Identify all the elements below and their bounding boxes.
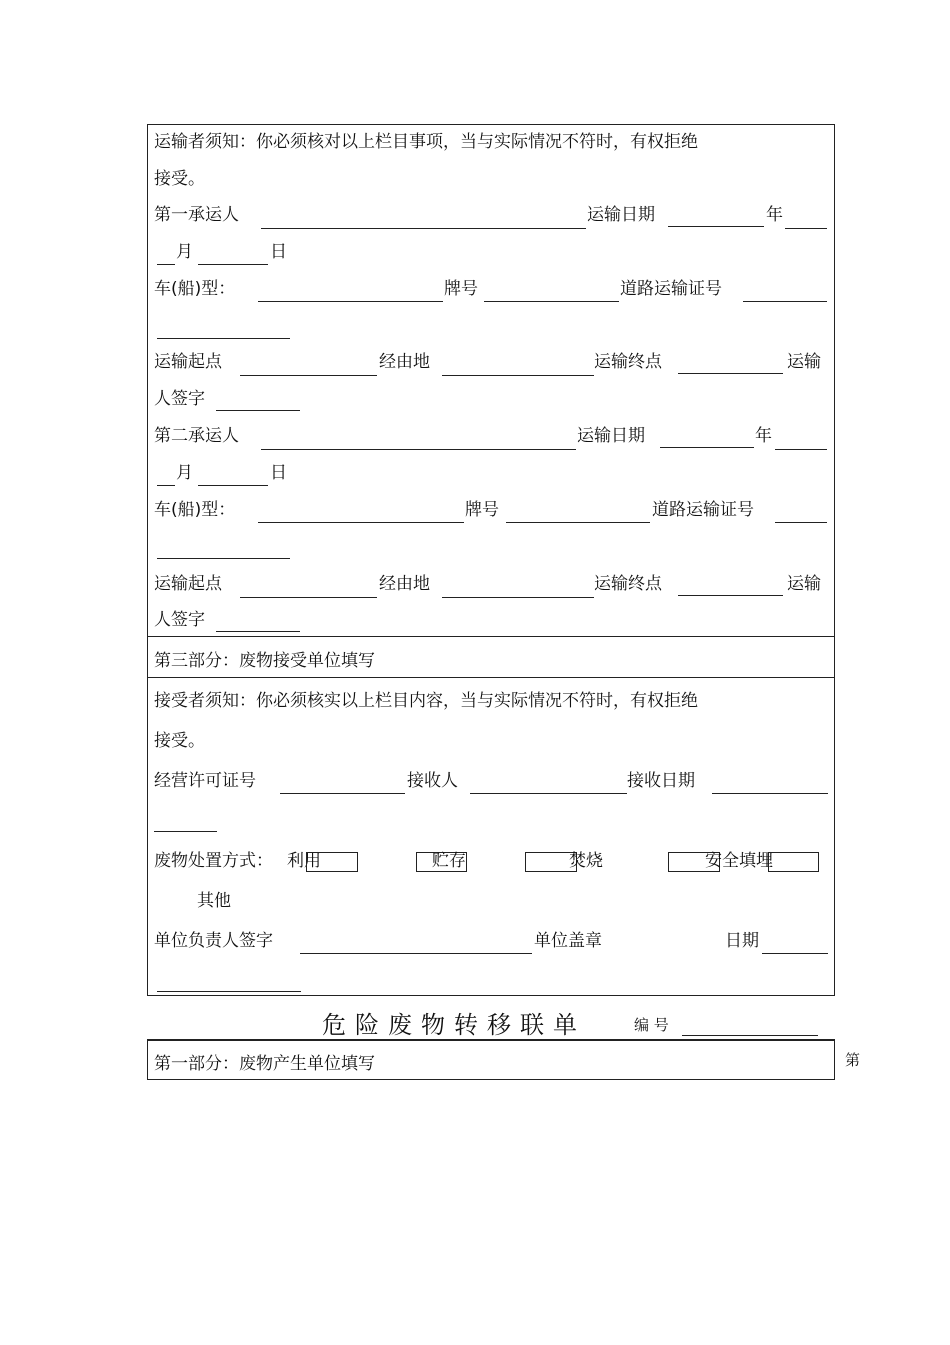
carrier1-permit-field-a[interactable] (743, 301, 827, 302)
carrier1-date-label: 运输日期 (587, 205, 655, 225)
carrier1-via-field[interactable] (442, 375, 594, 376)
carrier1-year-unit: 年 (766, 205, 783, 225)
transport-notice-line1: 运输者须知：你必须核对以上栏目事项，当与实际情况不符时，有权拒绝 (154, 132, 698, 152)
receiver-notice-line1: 接受者须知：你必须核实以上栏目内容，当与实际情况不符时，有权拒绝 (154, 691, 698, 711)
carrier2-month-unit: 月 (176, 463, 193, 483)
carrier2-sign-field[interactable] (216, 631, 300, 632)
carrier2-via-label: 经由地 (379, 574, 430, 594)
carrier1-sign-field[interactable] (216, 410, 300, 411)
carrier1-permit-label: 道路运输证号 (620, 279, 722, 299)
stamp-label: 单位盖章 (534, 931, 602, 951)
carrier1-month-field-b[interactable] (157, 264, 175, 265)
carrier1-sign-label-b: 人签字 (154, 389, 205, 409)
receiver-label: 接收人 (407, 771, 458, 791)
carrier1-start-field[interactable] (240, 375, 377, 376)
carrier2-sign-label-a: 运输 (787, 574, 821, 594)
form-title: 危险废物转移联单 (322, 1011, 586, 1039)
receive-date-field-b[interactable] (154, 831, 217, 832)
carrier1-day-unit: 日 (270, 242, 287, 262)
receiver-field[interactable] (470, 793, 627, 794)
carrier2-permit-label: 道路运输证号 (652, 500, 754, 520)
carrier2-month-field-b[interactable] (157, 485, 175, 486)
carrier1-month-field-a[interactable] (785, 228, 827, 229)
option-utilize-checkbox[interactable] (306, 852, 358, 872)
carrier2-day-unit: 日 (270, 463, 287, 483)
carrier2-via-field[interactable] (442, 597, 594, 598)
carrier1-vehicle-field[interactable] (258, 301, 443, 302)
carrier1-label: 第一承运人 (154, 205, 239, 225)
carrier1-name-field[interactable] (261, 228, 586, 229)
carrier2-date-label: 运输日期 (577, 426, 645, 446)
carrier2-plate-field[interactable] (506, 522, 650, 523)
form-number-label: 编 号 (634, 1016, 669, 1034)
receiver-section-header: 第三部分：废物接受单位填写 (154, 651, 375, 671)
carrier2-year-field[interactable] (660, 447, 754, 448)
carrier2-year-unit: 年 (755, 426, 772, 446)
carrier1-end-label: 运输终点 (594, 352, 662, 372)
carrier2-day-field[interactable] (198, 485, 268, 486)
receiver-date-label: 日期 (725, 931, 759, 951)
carrier2-sign-label-b: 人签字 (154, 610, 205, 630)
carrier1-start-label: 运输起点 (154, 352, 222, 372)
carrier1-permit-field-b[interactable] (157, 338, 290, 339)
receive-date-field-a[interactable] (712, 793, 828, 794)
carrier2-start-label: 运输起点 (154, 574, 222, 594)
option-other-label: 其他 (197, 891, 231, 911)
option-landfill-label: 安全填埋 (705, 851, 773, 871)
transport-notice-line2: 接受。 (154, 169, 205, 189)
carrier2-vehicle-field[interactable] (258, 522, 464, 523)
carrier1-vehicle-label: 车(船)型： (154, 279, 236, 299)
transport-section-box (147, 124, 835, 637)
option-storage-label: 贮存 (432, 851, 466, 871)
receiver-notice-line2: 接受。 (154, 731, 205, 751)
carrier2-month-field-a[interactable] (775, 449, 827, 450)
carrier1-year-field[interactable] (668, 226, 764, 227)
option-landfill-checkbox-b[interactable] (768, 852, 819, 872)
carrier1-via-label: 经由地 (379, 352, 430, 372)
carrier2-permit-field-a[interactable] (775, 522, 827, 523)
carrier1-sign-label-a: 运输 (787, 352, 821, 372)
responsible-sign-label: 单位负责人签字 (154, 931, 273, 951)
carrier2-name-field[interactable] (261, 449, 576, 450)
carrier2-end-field[interactable] (678, 595, 783, 596)
disposal-label: 废物处置方式： (154, 851, 273, 871)
side-label: 第 (845, 1051, 861, 1069)
carrier2-start-field[interactable] (240, 597, 377, 598)
form-number-field[interactable] (682, 1035, 818, 1036)
option-utilize-label: 利用 (287, 851, 321, 871)
carrier2-plate-label: 牌号 (465, 500, 499, 520)
license-label: 经营许可证号 (154, 771, 256, 791)
carrier2-end-label: 运输终点 (594, 574, 662, 594)
carrier1-plate-label: 牌号 (444, 279, 478, 299)
carrier1-month-unit: 月 (176, 242, 193, 262)
option-incinerate-label: 焚烧 (569, 851, 603, 871)
receiver-date-field-b[interactable] (157, 991, 301, 992)
carrier1-plate-field[interactable] (484, 301, 619, 302)
receive-date-label: 接收日期 (627, 771, 695, 791)
carrier1-day-field[interactable] (198, 264, 268, 265)
carrier1-end-field[interactable] (678, 373, 783, 374)
receiver-date-field-a[interactable] (762, 953, 828, 954)
producer-section-header: 第一部分：废物产生单位填写 (154, 1054, 375, 1074)
responsible-sign-field[interactable] (300, 953, 532, 954)
carrier2-permit-field-b[interactable] (157, 558, 290, 559)
carrier2-label: 第二承运人 (154, 426, 239, 446)
carrier2-vehicle-label: 车(船)型： (154, 500, 236, 520)
license-field[interactable] (280, 793, 405, 794)
